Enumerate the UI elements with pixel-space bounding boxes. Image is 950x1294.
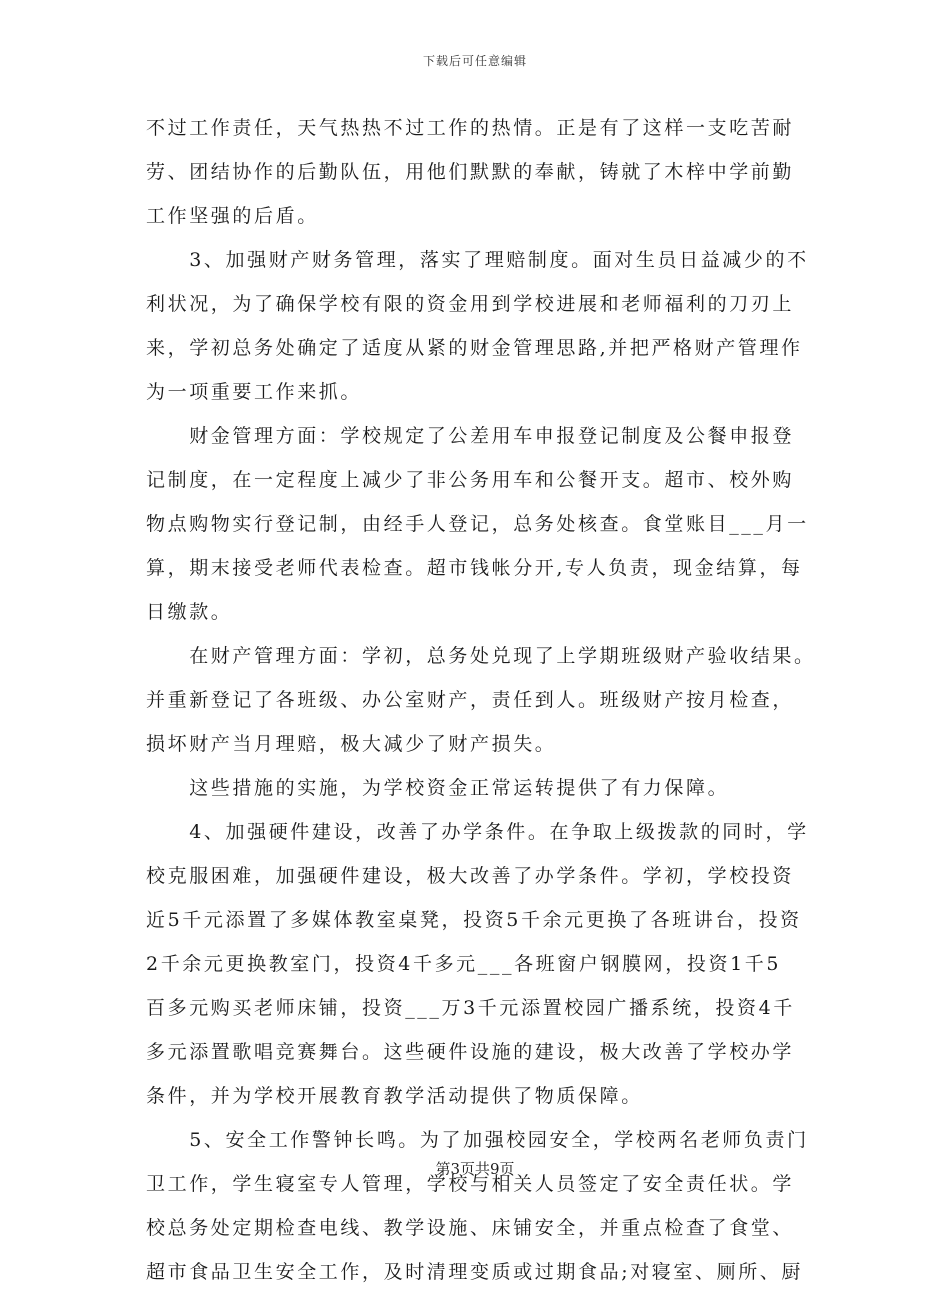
text-line: 记制度，在一定程度上减少了非公务用车和公餐开支。超市、校外购 xyxy=(146,469,795,491)
text-line: 财金管理方面：学校规定了公差用车申报登记制度及公餐申报登 xyxy=(146,425,795,447)
text-line: 3、加强财产财务管理，落实了理赔制度。面对生员日益减少的不 xyxy=(146,249,809,271)
text-line: 近5千元添置了多媒体教室桌凳，投资5千余元更换了各班讲台，投资 xyxy=(146,909,802,931)
text-line: 并重新登记了各班级、办公室财产，责任到人。班级财产按月检查， xyxy=(146,689,795,711)
text-line: 物点购物实行登记制，由经手人登记，总务处核查。食堂账目___月一 xyxy=(146,513,809,535)
text-line: 4、加强硬件建设，改善了办学条件。在争取上级拨款的同时，学 xyxy=(146,821,809,843)
text-line: 校总务处定期检查电线、教学设施、床铺安全，并重点检查了食堂、 xyxy=(146,1217,795,1239)
text-line: 多元添置歌唱竞赛舞台。这些硬件设施的建设，极大改善了学校办学 xyxy=(146,1041,795,1063)
text-line: 日缴款。 xyxy=(146,601,233,623)
text-line: 劳、团结协作的后勤队伍，用他们默默的奉献，铸就了木梓中学前勤 xyxy=(146,161,795,183)
page-header: 下载后可任意编辑 xyxy=(422,54,527,68)
text-line: 损坏财产当月理赔，极大减少了财产损失。 xyxy=(146,733,557,755)
text-line: 超市食品卫生安全工作，及时清理变质或过期食品;对寝室、厕所、厨 xyxy=(146,1261,804,1283)
text-line: 来，学初总务处确定了适度从紧的财金管理思路,并把严格财产管理作 xyxy=(146,337,803,359)
text-line: 算，期末接受老师代表检查。超市钱帐分开,专人负责，现金结算，每 xyxy=(146,557,803,579)
text-line: 利状况，为了确保学校有限的资金用到学校进展和老师福利的刀刃上 xyxy=(146,293,795,315)
text-line: 条件，并为学校开展教育教学活动提供了物质保障。 xyxy=(146,1085,643,1107)
text-line: 为一项重要工作来抓。 xyxy=(146,381,363,403)
text-line: 校克服困难，加强硬件建设，极大改善了办学条件。学初，学校投资 xyxy=(146,865,795,887)
text-line: 这些措施的实施，为学校资金正常运转提供了有力保障。 xyxy=(146,777,730,799)
text-line: 2千余元更换教室门，投资4千多元___各班窗户钢膜网，投资1千5 xyxy=(146,953,782,975)
text-line: 卫工作，学生寝室专人管理，学校与相关人员签定了安全责任状。学 xyxy=(146,1173,795,1195)
text-line: 百多元购买老师床铺，投资___万3千元添置校园广播系统，投资4千 xyxy=(146,997,795,1019)
text-line: 在财产管理方面：学初，总务处兑现了上学期班级财产验收结果。 xyxy=(146,645,816,667)
text-line: 5、安全工作警钟长鸣。为了加强校园安全，学校两名老师负责门 xyxy=(146,1129,809,1151)
text-line: 不过工作责任，天气热热不过工作的热情。正是有了这样一支吃苦耐 xyxy=(146,117,795,139)
text-line: 工作坚强的后盾。 xyxy=(146,205,319,227)
page-number: 第3页共9页 xyxy=(435,1160,515,1178)
document-body xyxy=(146,106,814,1294)
